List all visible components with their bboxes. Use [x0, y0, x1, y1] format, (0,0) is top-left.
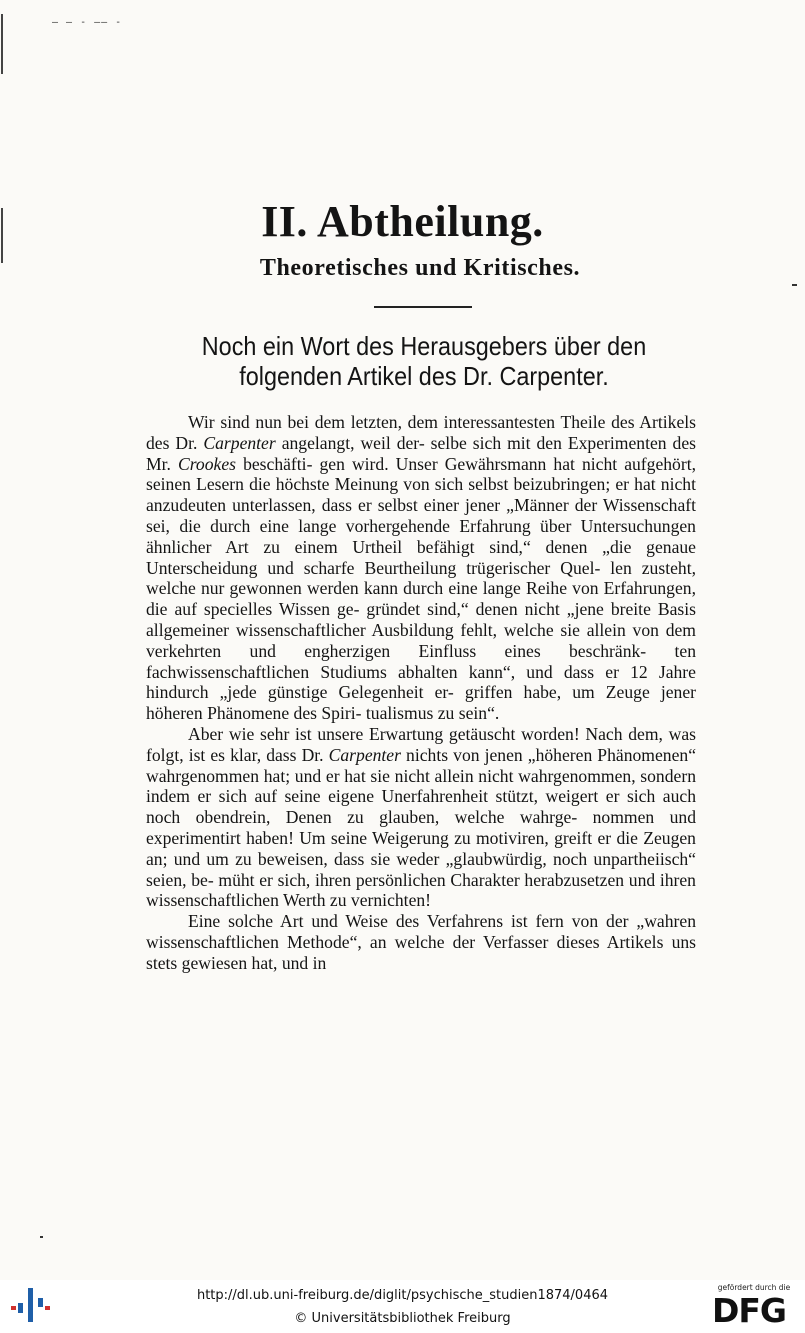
paragraph-2: Aber wie sehr ist unsere Erwartung getäuscht worden! Nach dem, was folgt, ist es klar, dass Dr. Carpenter nichts von jenen „höheren Phänomenen“ wahrgenommen hat; und er hat sie nicht allein nicht wahrgenommen, sondern indem er sich auf seine eigene Unerfahrenheit stützt, weigert er sich auch noch obendrein, Denen zu glauben, welche wahrge- nommen und experimentirt haben! Um seine Weigerung zu motiviren, greift er die Zeugen an; und um zu beweisen, dass sie weder „glaubwürdig, noch unpartheiisch“ seien, be- müht er sich, ihren persönlichen Charakter herabzusetzen und ihren wissenschaftlichen Werth zu vernichten! — [146, 723, 697, 911]
scan-edge-mark — [1, 14, 3, 74]
scan-speck — [40, 1236, 43, 1238]
article-title-line: Noch ein Wort des Herausgebers über den — [201, 331, 647, 361]
paragraph-1: Wir sind nun bei dem letzten, dem interessantesten Theile des Artikels des Dr. Carpenter angelangt, weil der- selbe sich mit den Experimenten des Mr. Crookes beschäfti- gen wird. Unser Gewährsmann hat nicht aufgehört, seinen Lesern die höchste Meinung von sich selbst beizubringen; er hat nicht anzudeuten unterlassen, dass er selbst einer jener „Männer der Wissenschaft sei, die durch eine lange vorhergehende Erfahrung über Untersuchungen ähnlicher Art zu einem Urtheil befähigt sind,“ denen „die genaue Unterscheidung und scharfe Beurtheilung trügerischer Quel- len zusteht, welche nur gewonnen werden kann durch eine lange Reihe von Erfahrungen, die auf specielles Wissen ge- gründet sind,“ denen nicht „jene breite Basis allgemeiner wissenschaftlicher Ausbildung fehlt, welche sie allein von dem verkehrten und engherzigen Einfluss eines beschränk- ten fachwissenschaftlichen Studiums abhalten kann“, und dass er 12 Jahre hindurch „jede günstige Gelegenheit er- griffen habe, um Zeuge jener höheren Phänomene des Spiri- tualismus zu sein“. — [146, 412, 696, 724]
section-subheading: Theoretisches und Kritisches. — [259, 255, 581, 281]
divider-rule — [374, 306, 472, 308]
dfg-logo-icon: DFG — [712, 1291, 787, 1330]
scan-speck — [792, 284, 797, 286]
permalink-url[interactable]: http://dl.ub.uni-freiburg.de/diglit/psychische_studien1874/0464 — [196, 1288, 609, 1303]
article-body — [146, 412, 696, 974]
dfg-caption: gefördert durch die — [717, 1283, 791, 1292]
section-heading: II. Abtheilung. — [261, 197, 544, 246]
paragraph-3: Eine solche Art und Weise des Verfahrens ist fern von der „wahren wissenschaftlichen Methode“, an welche der Verfasser dieses Artikels uns stets gewiesen hat, und in — [146, 911, 697, 973]
article-title-line: folgenden Artikel des Dr. Carpenter. — [239, 361, 609, 391]
article-title — [177, 331, 670, 391]
scan-edge-marks: — — - —— - — [52, 17, 123, 28]
copyright-notice: © Universitätsbibliothek Freiburg — [294, 1311, 511, 1326]
